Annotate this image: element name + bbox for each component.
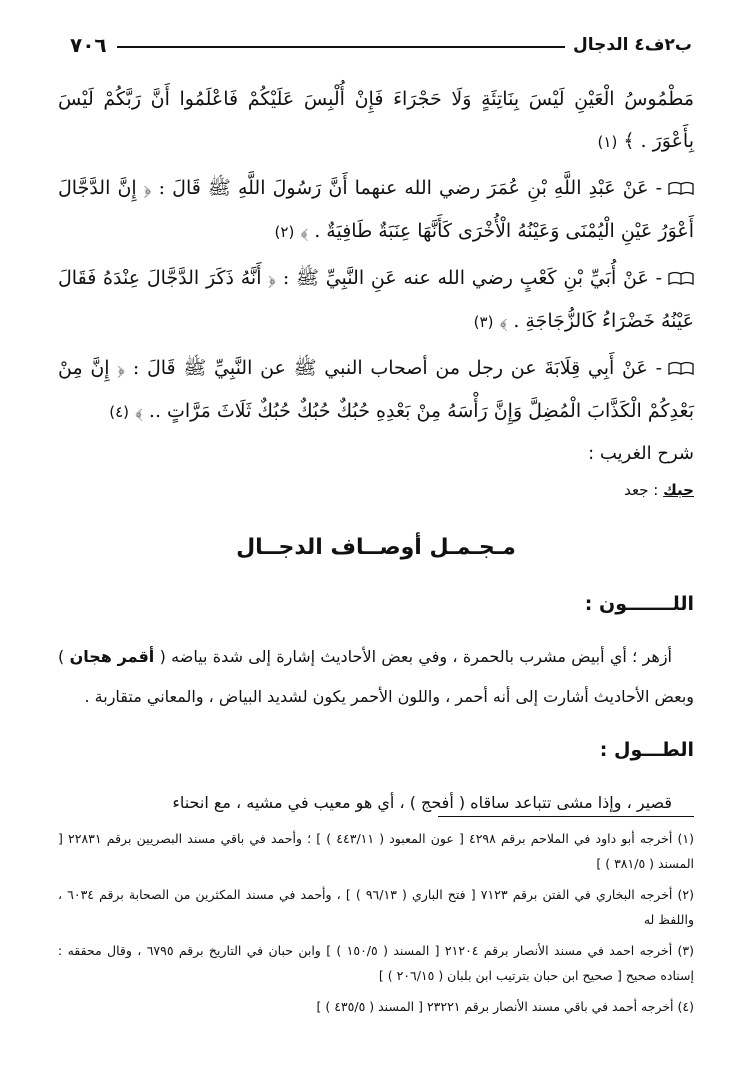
hadith-text: مَطْمُوسُ الْعَيْنِ لَيْسَ بِنَاتِئَةٍ وَلَا حَجْرَاءَ فَإِنْ أُلْبِسَ عَلَيْكُمْ فَاعْلَمُوا أَنَّ رَبَّكُمْ لَيْسَ بِأَعْوَرَ . ﴾ <box>58 88 694 152</box>
footnote-ref: (٣) <box>473 313 494 331</box>
subheading-height: الطـــول : <box>599 739 694 761</box>
footnote-ref: (٤) <box>109 403 129 421</box>
subheading-color: اللـــــــون : <box>584 593 694 615</box>
page-number: ٧٠٦ <box>70 33 107 57</box>
footnote-ref: (٢) <box>274 223 295 241</box>
section-title: مـجـمـل أوصــاف الدجــال <box>236 535 516 560</box>
open-book-icon <box>668 258 694 300</box>
page-header <box>70 30 692 60</box>
open-book-icon <box>668 348 694 390</box>
footnote-3: (٣) أخرجه احمد في مسند الأنصار برقم ٢١٢٠٤ [ المسند ( ١٥٠/٥ ) ] وابن حبان في التاريخ برقم ٦٧٩٥ ، وقال محققه : إسناده صحيح [ صحيح ابن حبان بترتيب ابن بلبان ( ٢٠٦/١٥ ) ] <box>58 943 695 983</box>
footnote-ref: (١) <box>597 133 618 151</box>
paragraph-bold-term: أقمر هجان <box>69 647 155 666</box>
paragraph-height: قصير ، وإذا مشى تتباعد ساقاه ( أفحج ) ، أي هو معيب في مشيه ، مع انحناء <box>172 793 672 812</box>
hadith-3 <box>58 257 694 343</box>
footnotes <box>58 826 694 1025</box>
glossary-definition: : جعد <box>624 481 659 499</box>
glossary-heading: شرح الغريب : <box>588 443 694 464</box>
glossary-entry <box>58 475 694 505</box>
hadith-text: - عَنْ أَبِي قِلَابَةَ عن رجل من أصحاب النبي ﷺ عن النَّبِيِّ ﷺ قَالَ : ﴿ إِنَّ مِنْ بَعْدِكُمْ الْكَذَّابَ الْمُضِلَّ وَإِنَّ رَأْسَهُ مِنْ بَعْدِهِ حُبُكٌ حُبُكٌ حُبُكٌ ثَلَاثَ مَرَّاتٍ .. ﴾ <box>58 357 694 422</box>
hadith-2 <box>58 167 694 253</box>
footnote-rule <box>438 816 694 817</box>
paragraph-text: أزهر ؛ أي أبيض مشرب بالحمرة ، وفي بعض الأحاديث إشارة إلى شدة بياضه ( <box>159 647 673 666</box>
glossary-word: حبك <box>663 481 694 499</box>
open-book-icon <box>668 168 694 210</box>
header-rule <box>117 46 565 48</box>
paragraph-color <box>58 637 694 717</box>
footnote-2: (٢) أخرجه البخاري في الفتن برقم ٧١٢٣ [ فتح الباري ( ٩٦/١٣ ) ] ، وأحمد في مسند المكثرين من الصحابة برقم ٦٠٣٤ ، واللفظ له <box>58 887 695 927</box>
hadith-text: - عَنْ عَبْدِ اللَّهِ بْنِ عُمَرَ رضي الله عنهما أَنَّ رَسُولَ اللَّهِ ﷺ قَالَ : ﴿ إِنَّ الدَّجَّالَ أَعْوَرُ عَيْنِ الْيُمْنَى وَعَيْنُهُ الْأُخْرَى كَأَنَّهَا عِنَبَةٌ طَافِيَةٌ . ﴾ <box>58 177 694 242</box>
hadith-1 <box>58 78 694 163</box>
footnote-4: (٤) أخرجه أحمد في باقي مسند الأنصار برقم ٢٣٢٢١ [ المسند ( ٤٣٥/٥ ) ] <box>316 999 694 1014</box>
page-body <box>58 78 694 839</box>
footnote-1: (١) أخرجه أبو داود في الملاحم برقم ٤٢٩٨ [ عون المعبود ( ٤٤٣/١١ ) ] ؛ وأحمد في باقي مسند البصريين برقم ٢٢٨٣١ [ المسند ( ٣٨١/٥ ) ] <box>58 831 694 871</box>
hadith-text: - عَنْ أُبَيِّ بْنِ كَعْبٍ رضي الله عنه عَنِ النَّبِيِّ ﷺ : ﴿ أَنَّهُ ذَكَرَ الدَّجَّالَ عِنْدَهُ فَقَالَ عَيْنُهُ خَضْرَاءُ كَالزُّجَاجَةِ . ﴾ <box>58 267 694 332</box>
paragraph-text: ) وبعض الأحاديث أشارت إلى أنه أحمر ، واللون الأحمر يكون لشديد البياض ، والمعاني متقاربة . <box>58 647 694 706</box>
chapter-title: ب٢ف٤ الدجال <box>573 35 692 55</box>
hadith-4 <box>58 347 694 433</box>
